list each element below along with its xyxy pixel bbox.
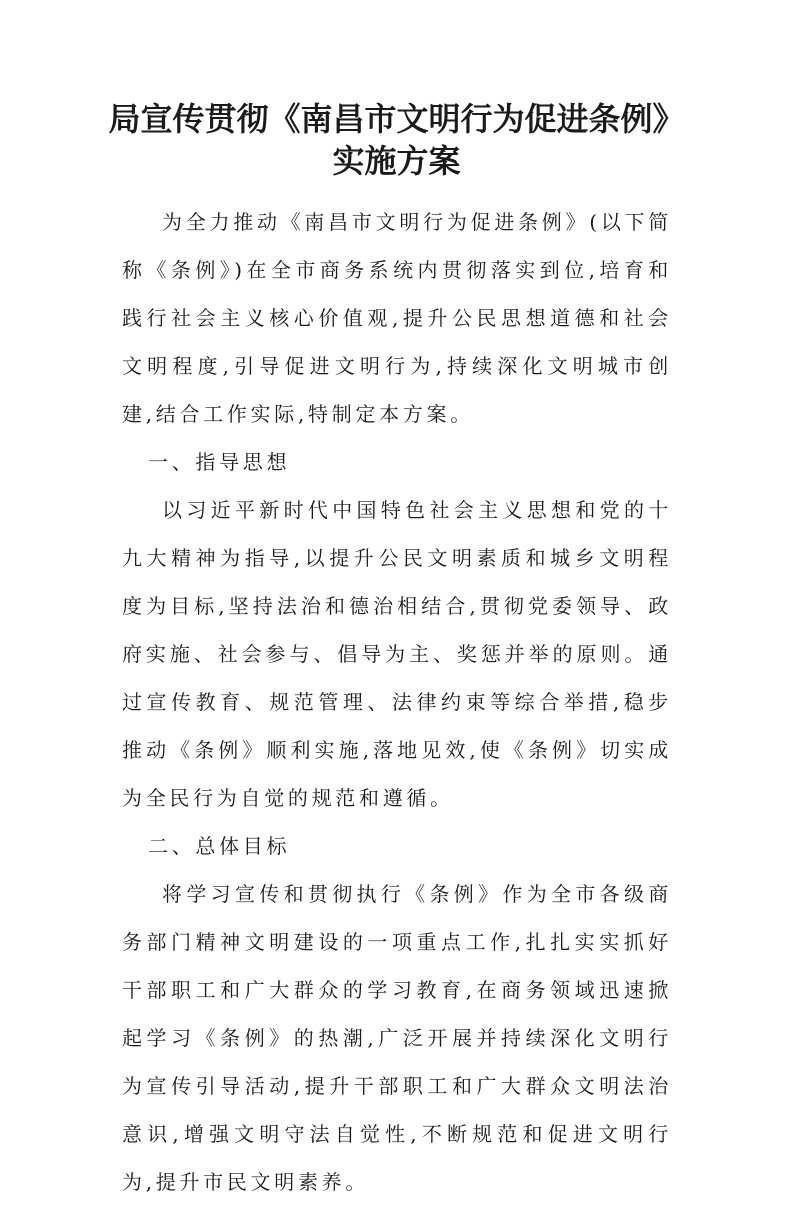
overall-goal-paragraph: 将学习宣传和贯彻执行《条例》作为全市各级商务部门精神文明建设的一项重点工作,扎扎实实抓好干部职工和广大群众的学习教育,在商务领域迅速掀起学习《条例》的热潮,广泛开展并持续深化文明行为宣传引导活动,提升干部职工和广大群众文明法治意识,增强文明守法自觉性,不断规范和促进文明行为,提升市民文明素养。 bbox=[122, 882, 672, 1194]
section-heading-guiding-ideology: 一、指导思想 bbox=[148, 450, 291, 474]
section-heading-overall-goal: 二、总体目标 bbox=[148, 834, 291, 858]
document-title-line-1: 局宣传贯彻《南昌市文明行为促进条例》 bbox=[108, 100, 685, 138]
document-body bbox=[122, 198, 672, 1206]
guiding-ideology-paragraph: 以习近平新时代中国特色社会主义思想和党的十九大精神为指导,以提升公民文明素质和城乡文明程度为目标,坚持法治和德治相结合,贯彻党委领导、政府实施、社会参与、倡导为主、奖惩并举的原则。通过宣传教育、规范管理、法律约束等综合举措,稳步推动《条例》顺利实施,落地见效,使《条例》切实成为全民行为自觉的规范和遵循。 bbox=[122, 498, 672, 810]
document-title-line-2: 实施方案 bbox=[332, 142, 461, 180]
intro-paragraph: 为全力推动《南昌市文明行为促进条例》(以下简称《条例》)在全市商务系统内贯彻落实到位,培育和践行社会主义核心价值观,提升公民思想道德和社会文明程度,引导促进文明行为,持续深化文明城市创建,结合工作实际,特制定本方案。 bbox=[122, 210, 672, 426]
